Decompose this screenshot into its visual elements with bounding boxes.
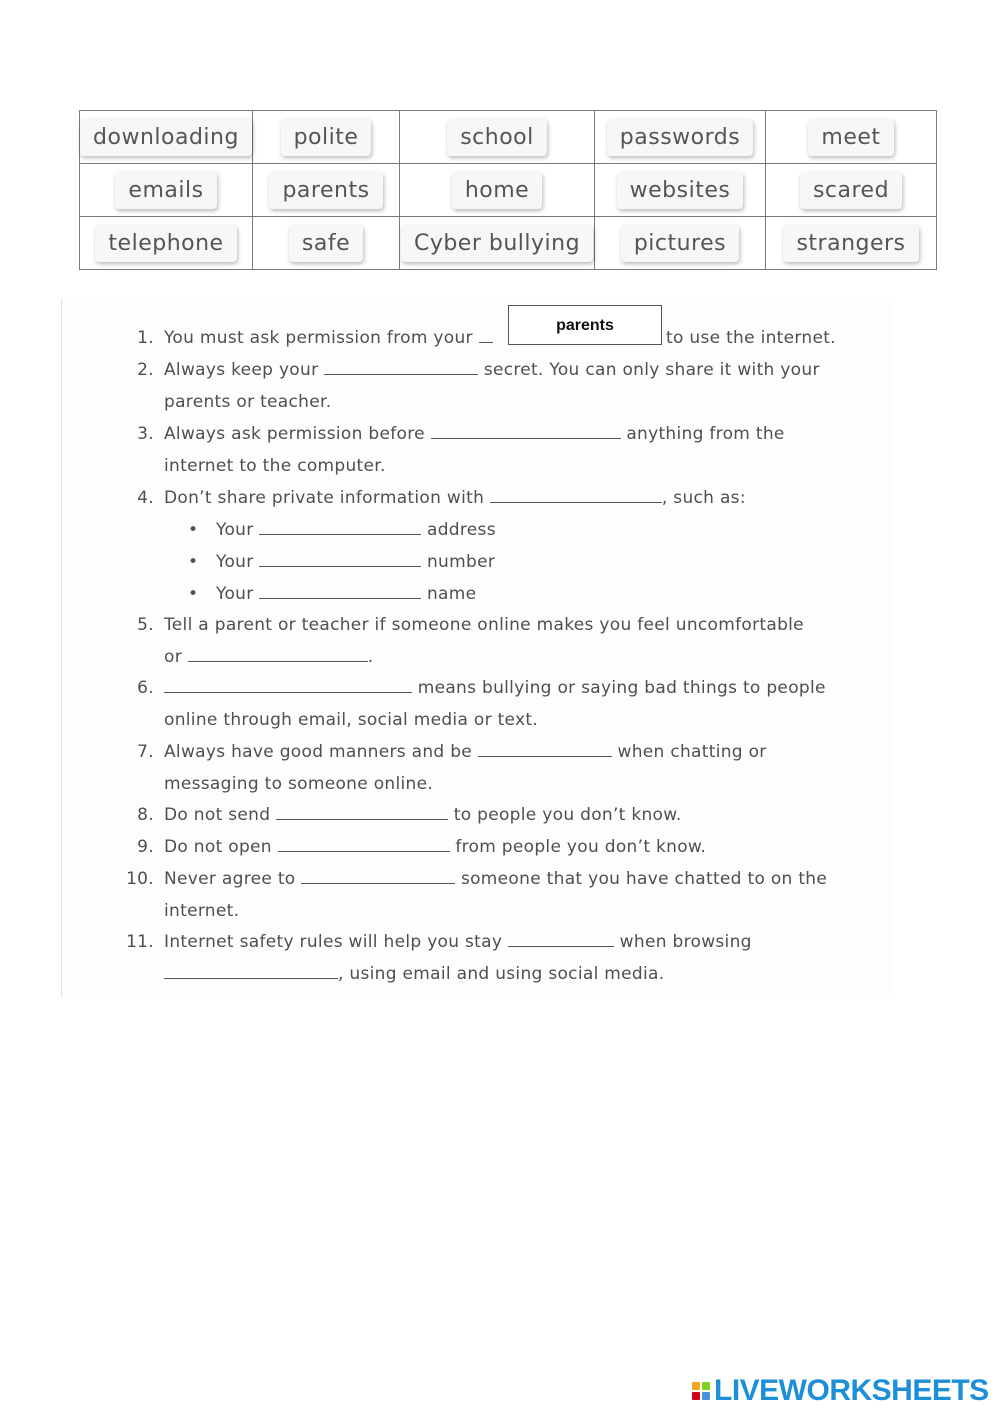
question-4 (124, 488, 746, 508)
question-10-continued: internet. (164, 901, 240, 921)
question-text: Always have good manners and be (164, 742, 473, 762)
word-chip: downloading (80, 119, 252, 156)
question-text: You must ask permission from your (164, 328, 473, 348)
bullet-text: Your (216, 552, 254, 572)
question-text: from people you don’t know. (455, 837, 707, 857)
question-number: 6. (137, 678, 154, 698)
word-chip: polite (281, 119, 372, 156)
answer-blank[interactable] (259, 520, 421, 535)
word-chip: home (452, 172, 542, 209)
bullet-text: name (426, 584, 477, 604)
question-text: Do not open (164, 837, 272, 857)
question-9 (124, 837, 706, 857)
question-text: . (367, 647, 374, 667)
question-text: , using email and using social media. (338, 964, 665, 984)
word-chip: emails (115, 172, 216, 209)
bullet-text: address (426, 520, 496, 540)
word-chip: safe (289, 225, 363, 262)
question-7-continued: messaging to someone online. (164, 774, 434, 794)
word-chip: Cyber bullying (401, 225, 593, 262)
question-text: , such as: (661, 488, 746, 508)
question-text: someone that you have chatted to on the (460, 869, 828, 889)
question-number: 4. (137, 488, 154, 508)
answer-blank[interactable] (164, 964, 338, 979)
question-number: 11. (126, 932, 154, 952)
question-number: 9. (137, 837, 154, 857)
question-1-end: to use the internet. (666, 328, 836, 348)
word-bank-row (80, 111, 937, 164)
answer-blank[interactable] (276, 805, 448, 820)
question-text: when chatting or (617, 742, 767, 762)
question-10 (124, 869, 827, 889)
question-number: 8. (137, 805, 154, 825)
logo-mark-icon (692, 1382, 710, 1400)
word-chip: meet (808, 119, 893, 156)
question-number: 2. (137, 360, 154, 380)
liveworksheets-logo (692, 1374, 989, 1408)
word-chip: websites (617, 172, 744, 209)
answer-blank[interactable] (324, 360, 478, 375)
question-8 (124, 805, 682, 825)
bullet-text: Your (216, 520, 254, 540)
question-5 (124, 615, 804, 635)
word-chip: pictures (621, 225, 739, 262)
question-text: secret. You can only share it with your (483, 360, 820, 380)
word-bank-row (80, 164, 937, 217)
question-6 (124, 678, 826, 698)
answer-blank[interactable] (301, 869, 455, 884)
question-text: to people you don’t know. (453, 805, 682, 825)
question-number: 7. (137, 742, 154, 762)
word-chip: passwords (607, 119, 753, 156)
bullet-text: Your (216, 584, 254, 604)
question-3-continued: internet to the computer. (164, 456, 386, 476)
question-number: 3. (137, 424, 154, 444)
question-text: Tell a parent or teacher if someone online makes you feel uncomfortable (164, 615, 804, 635)
word-chip: telephone (95, 225, 236, 262)
word-chip: strangers (783, 225, 918, 262)
logo-text: LIVEWORKSHEETS (714, 1374, 989, 1407)
question-2-continued: parents or teacher. (164, 392, 332, 412)
question-7 (124, 742, 767, 762)
bullet-icon: • (188, 584, 199, 604)
answer-blank[interactable] (259, 552, 421, 567)
answer-blank[interactable] (164, 678, 412, 693)
question-text: means bullying or saying bad things to people (417, 678, 826, 698)
bullet-text: number (426, 552, 496, 572)
answer-blank[interactable] (259, 584, 421, 599)
question-5-continued (164, 647, 373, 667)
question-text: Always keep your (164, 360, 319, 380)
bullet-icon: • (188, 520, 199, 540)
question-1 (124, 328, 493, 348)
word-chip: scared (800, 172, 902, 209)
question-4-bullet (188, 584, 476, 604)
answer-blank[interactable] (431, 424, 621, 439)
question-number: 5. (137, 615, 154, 635)
question-number: 1. (137, 328, 154, 348)
question-number: 10. (126, 869, 154, 889)
word-chip: parents (269, 172, 382, 209)
word-bank-table (79, 110, 937, 270)
word-bank-row (80, 217, 937, 270)
answer-blank[interactable] (478, 742, 612, 757)
question-6-continued: online through email, social media or text. (164, 710, 539, 730)
question-11 (124, 932, 752, 952)
question-4-bullet (188, 552, 495, 572)
question-text: Always ask permission before (164, 424, 425, 444)
answer-blank[interactable] (508, 932, 614, 947)
answer-blank[interactable] (188, 647, 368, 662)
word-chip: school (447, 119, 547, 156)
answer-blank (479, 328, 493, 343)
question-text: Don’t share private information with (164, 488, 485, 508)
question-3 (124, 424, 785, 444)
question-2 (124, 360, 820, 380)
answer-blank[interactable] (278, 837, 450, 852)
question-text: Internet safety rules will help you stay (164, 932, 503, 952)
question-11-continued (164, 964, 664, 984)
answer-input-q1[interactable]: parents (508, 305, 662, 345)
question-4-bullet (188, 520, 496, 540)
question-text: Do not send (164, 805, 271, 825)
bullet-icon: • (188, 552, 199, 572)
answer-blank[interactable] (490, 488, 662, 503)
question-text: Never agree to (164, 869, 296, 889)
question-text: when browsing (619, 932, 752, 952)
question-text: anything from the (626, 424, 785, 444)
question-text: or (164, 647, 182, 667)
